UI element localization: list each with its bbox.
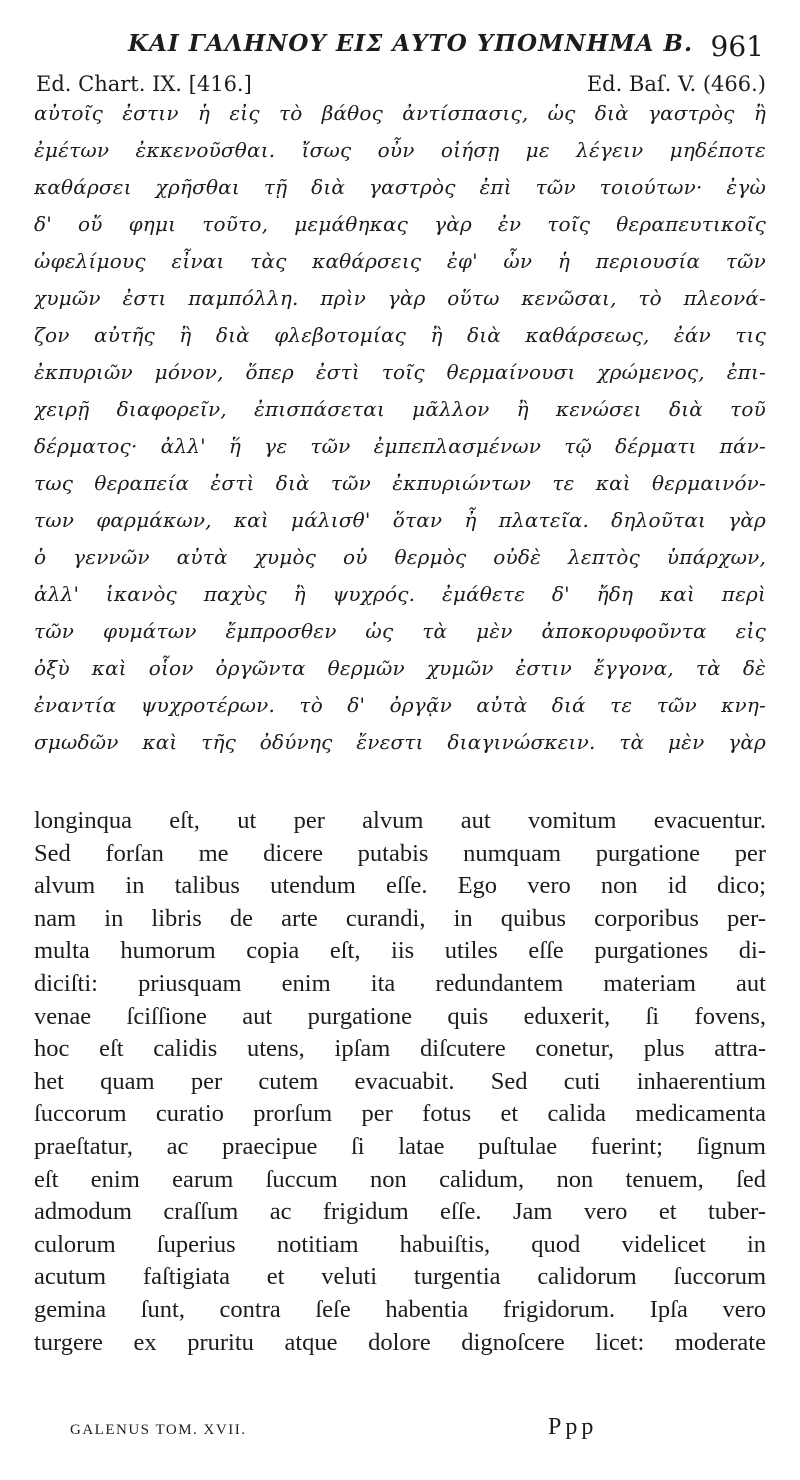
- greek-text-line: καθάρσει χρῆσθαι τῇ διὰ γαστρὸς ἐπὶ τῶν τοιούτων· ἐγὼ: [34, 175, 766, 199]
- greek-text-line: σμωδῶν καὶ τῆς ὀδύνης ἔνεστι διαγινώσκειν. τὰ μὲν γὰρ: [34, 730, 766, 754]
- latin-text-line: Sed forſan me dicere putabis numquam purgatione per: [34, 839, 766, 867]
- latin-text-line: het quam per cutem evacuabit. Sed cuti inhaerentium: [34, 1067, 766, 1095]
- footer-signature: GALENUS TOM. XVII.: [70, 1422, 247, 1438]
- greek-text-line: ὠφελίμους εἶναι τὰς καθάρσεις ἐφ' ὧν ἡ περιουσία τῶν: [34, 249, 766, 273]
- latin-text-line: ſuccorum curatio prorſum per fotus et calida medicamenta: [34, 1100, 766, 1128]
- latin-text-line: eſt enim earum ſuccum non calidum, non tenuem, ſed: [34, 1165, 766, 1193]
- latin-text-line: diciſti: priusquam enim ita redundantem materiam aut: [34, 969, 766, 997]
- latin-text-line: gemina ſunt, contra ſeſe habentia frigidorum. Ipſa vero: [34, 1295, 766, 1323]
- greek-text-line: χειρῇ διαφορεῖν, ἐπισπάσεται μᾶλλον ἢ κενώσει διὰ τοῦ: [34, 397, 766, 421]
- greek-text-line: δέρματος· ἀλλ' ἥ γε τῶν ἐμπεπλασμένων τῷ δέρματι πάν-: [34, 434, 766, 458]
- latin-text-line: alvum in talibus utendum eſſe. Ego vero non id dico;: [34, 872, 766, 900]
- latin-text-line: multa humorum copia eſt, iis utiles eſſe purgationes di-: [34, 937, 766, 965]
- latin-text-line: longinqua eſt, ut per alvum aut vomitum evacuentur.: [34, 807, 766, 834]
- greek-text-line: ὁ γεννῶν αὐτὰ χυμὸς οὐ θερμὸς οὐδὲ λεπτὸς ὑπάρχων,: [34, 545, 766, 569]
- latin-text-line: culorum ſuperius notitiam habuiſtis, quod videlicet in: [34, 1230, 766, 1258]
- greek-text-line: ζον αὐτῆς ἢ διὰ φλεβοτομίας ἢ διὰ καθάρσεως, ἐάν τις: [34, 323, 766, 347]
- greek-text-line: αὐτοῖς ἐστιν ἡ εἰς τὸ βάθος ἀντίσπασις, ὡς διὰ γαστρὸς ἢ: [34, 101, 766, 125]
- edition-reference-chartier: Ed. Chart. IX. [416.]: [36, 72, 252, 96]
- greek-text-line: ἐμέτων ἐκκενοῦσθαι. ἴσως οὖν οἰήσῃ με λέγειν μηδέποτε: [34, 138, 766, 162]
- latin-text-line: acutum faſtigiata et veluti turgentia calidorum ſuccorum: [34, 1263, 766, 1291]
- greek-text-line: τως θεραπεία ἐστὶ διὰ τῶν ἐκπυριώντων τε καὶ θερμαινόν-: [34, 471, 766, 495]
- latin-text-line: praeſtatur, ac praecipue ſi latae puſtulae fuerint; ſignum: [34, 1132, 766, 1160]
- signature-mark: Ppp: [548, 1414, 598, 1440]
- latin-text-line: hoc eſt calidis utens, ipſam diſcutere conetur, plus attra-: [34, 1035, 766, 1063]
- greek-text-line: χυμῶν ἐστι παμπόλλη. πρὶν γὰρ οὕτω κενῶσαι, τὸ πλεονά-: [34, 286, 766, 310]
- greek-text-line: ἐναντία ψυχροτέρων. τὸ δ' ὀργᾷν αὐτὰ διά τε τῶν κνη-: [34, 693, 766, 717]
- page-number: 961: [710, 30, 764, 63]
- latin-text-line: venae ſciſſione aut purgatione quis eduxerit, ſi fovens,: [34, 1002, 766, 1030]
- greek-text-line: τῶν φυμάτων ἔμπροσθεν ὡς τὰ μὲν ἀποκορυφοῦντα εἰς: [34, 619, 766, 643]
- latin-text-line: nam in libris de arte curandi, in quibus corporibus per-: [34, 904, 766, 932]
- greek-text-line: ἀλλ' ἱκανὸς παχὺς ἢ ψυχρός. ἐμάθετε δ' ἤδη καὶ περὶ: [34, 582, 766, 606]
- greek-text-line: των φαρμάκων, καὶ μάλισθ' ὅταν ἦ πλατεῖα. δηλοῦται γὰρ: [34, 508, 766, 532]
- latin-text-line: turgere ex pruritu atque dolore dignoſcere licet: moderate: [34, 1328, 766, 1356]
- greek-text-block: [34, 95, 766, 761]
- running-head: ΚΑΙ ΓΑΛΗΝΟΥ ΕΙΣ ΑΥΤΟ ΥΠΟΜΝΗΜΑ Β.: [128, 30, 693, 57]
- greek-text-line: δ' οὔ φημι τοῦτο, μεμάθηκας γὰρ ἐν τοῖς θεραπευτικοῖς: [34, 212, 766, 236]
- latin-text-line: admodum craſſum ac frigidum eſſe. Jam vero et tuber-: [34, 1198, 766, 1226]
- greek-text-line: ἐκπυριῶν μόνον, ὅπερ ἐστὶ τοῖς θερμαίνουσι χρώμενος, ἐπι-: [34, 360, 766, 384]
- greek-text-line: ὀξὺ καὶ οἷον ὀργῶντα θερμῶν χυμῶν ἐστιν ἔγγονα, τὰ δὲ: [34, 656, 766, 680]
- latin-text-block: [34, 805, 766, 1359]
- edition-reference-basel: Ed. Baſ. V. (466.): [586, 72, 766, 96]
